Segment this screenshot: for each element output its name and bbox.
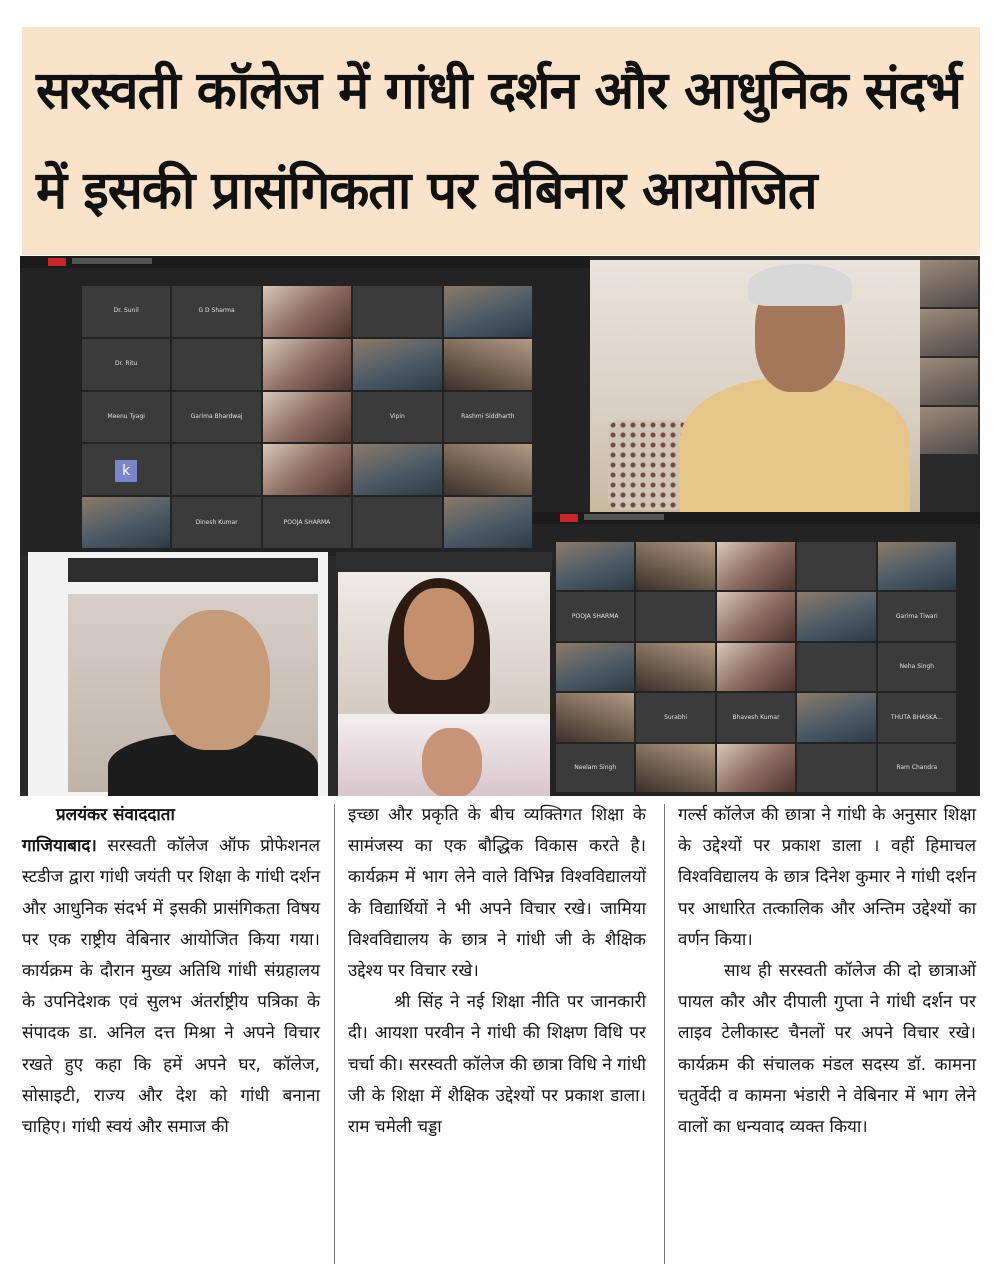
participant-tile <box>636 744 714 792</box>
participant-tile <box>353 339 441 390</box>
participant-tile <box>717 643 795 691</box>
participant-tile <box>556 592 634 640</box>
window-title-bar <box>532 512 980 524</box>
column-1 <box>22 800 320 1143</box>
participant-tile <box>878 744 956 792</box>
participant-name: G D Sharma <box>198 307 235 315</box>
column-3-paragraph-2: साथ ही सरस्वती कॉलेज की दो छात्राओं पायल कौर और दीपाली गुप्ता ने गांधी दर्शन पर लाइव टेलीकास्ट चैनलों पर अपने विचार रखे। कार्यक्रम की संचालक मंडल सदस्य डॉ. कामना चतुर्वेदी व कामना भंडारी ने वेबिनार में भाग लेने वालों का धन्यवाद व्यक्त किया। <box>678 961 976 1138</box>
participant-name: POOJA SHARMA <box>571 612 619 620</box>
participant-tile <box>82 444 170 495</box>
gallery-screenshot-2 <box>532 512 980 796</box>
participant-tile <box>797 542 875 590</box>
participant-tile <box>556 643 634 691</box>
speaker-face <box>160 610 270 750</box>
column-1-text <box>22 831 320 1143</box>
column-3 <box>678 800 976 1143</box>
participant-tile <box>444 392 532 443</box>
participant-tile <box>263 497 351 548</box>
participant-tile <box>353 392 441 443</box>
participant-tile <box>878 592 956 640</box>
participant-tile <box>717 693 795 741</box>
headline-box <box>22 27 980 255</box>
participant-tile <box>797 693 875 741</box>
participant-tile <box>717 744 795 792</box>
webinar-photo-collage <box>20 256 980 796</box>
column-divider-2 <box>664 804 665 1264</box>
headline <box>22 27 980 241</box>
participant-tile <box>353 444 441 495</box>
cushion <box>608 420 688 510</box>
participant-name: POOJA SHARMA <box>283 518 331 526</box>
participant-tile <box>263 392 351 443</box>
participant-tile <box>797 744 875 792</box>
column-3-paragraph-1: गर्ल्स कॉलेज की छात्रा ने गांधी के अनुसार शिक्षा के उद्देश्यों पर प्रकाश डाला । वहीं हिमाचल विश्वविद्यालय के छात्र दिनेश कुमार ने गांधी दर्शन पर आधारित तत्कालिक और अन्तिम उद्देश्यों का वर्णन किया। <box>678 805 976 950</box>
participant-tile <box>717 592 795 640</box>
participant-name: Dinesh Kumar <box>195 518 238 526</box>
column-2-paragraph-1: इच्छा और प्रकृति के बीच व्यक्तिगत शिक्षा के सामंजस्य का एक बौद्धिक विकास करते है। कार्यक्रम में भाग लेने वाले विभिन्न विश्वविद्यालयों के विद्यार्थियों ने भी अपने विचार रखे। जामिया विश्वविद्यालय के छात्र ने गांधी जी के शैक्षिक उद्देश्य पर विचार रखे। <box>348 805 646 982</box>
participant-tile <box>636 542 714 590</box>
byline: प्रलयंकर संवाददाता <box>56 805 175 825</box>
participant-tile <box>444 497 532 548</box>
speaker-hair <box>748 264 852 306</box>
side-participant-strip <box>920 260 978 454</box>
participant-tile <box>444 286 532 337</box>
participant-tile <box>444 444 532 495</box>
participant-tile <box>172 444 260 495</box>
article-body <box>0 800 1002 1280</box>
headline-line-1: सरस्वती कॉलेज में गांधी दर्शन और आधुनिक संदर्भ <box>36 61 961 121</box>
participant-name: Ram Chandra <box>896 763 938 771</box>
participant-tile <box>82 497 170 548</box>
participant-tile <box>263 444 351 495</box>
participant-tile <box>82 286 170 337</box>
participant-tile <box>878 693 956 741</box>
participant-tile <box>172 286 260 337</box>
participant-tile <box>636 693 714 741</box>
participant-tile <box>556 693 634 741</box>
column-divider-1 <box>334 804 335 1264</box>
speaker-shirt <box>680 378 910 518</box>
participant-tile <box>636 592 714 640</box>
participant-tile <box>172 497 260 548</box>
participant-tile <box>82 339 170 390</box>
headline-line-2: में इसकी प्रासंगिकता पर वेबिनार आयोजित <box>36 161 817 221</box>
participant-name: Surabhi <box>664 713 688 721</box>
participant-tile <box>172 339 260 390</box>
participant-name: Meenu Tyagi <box>107 412 145 420</box>
main-speaker-video <box>590 260 920 512</box>
participant-tile <box>172 392 260 443</box>
participant-tile <box>636 643 714 691</box>
participant-name: Garima Tiwari <box>895 612 938 620</box>
participant-tile <box>717 542 795 590</box>
participant-tile <box>444 339 532 390</box>
speaker-face <box>404 588 474 680</box>
thumbnail-strip <box>68 558 318 582</box>
participant-tile <box>797 643 875 691</box>
participant-name: Neha Singh <box>899 663 935 671</box>
female-student-video <box>338 714 550 796</box>
participant-name: Vipin <box>389 412 405 420</box>
column-1-body: सरस्वती कॉलेज ऑफ प्रोफेशनल स्टडीज द्वारा गांधी जयंती पर शिक्षा के गांधी दर्शन और आधुनिक संदर्भ में इसकी प्रासंगिकता विषय पर एक राष्ट्रीय वेबिनार आयोजित किया गया। कार्यक्रम के दौरान मुख्य अतिथि गांधी संग्रहालय के उपनिदेशक एवं सुलभ अंतर्राष्ट्रीय पत्रिका के संपादक डा. अनिल दत्त मिश्रा ने अपने विचार रखते हुए कहा कि हमें अपने घर, कॉलेज, सोसाइटी, राज्य और देश को गांधी बनाना चाहिए। गांधी स्वयं और समाज की <box>22 836 320 1138</box>
female-speaker-video <box>338 572 550 714</box>
participant-name: Bhavesh Kumar <box>732 713 780 721</box>
male-speaker-video <box>68 594 318 792</box>
participant-name: Rashmi Siddharth <box>461 412 515 420</box>
gallery-screenshot-1 <box>20 256 590 556</box>
participant-tile <box>353 286 441 337</box>
participant-tile <box>353 497 441 548</box>
participant-tile <box>878 643 956 691</box>
column-2 <box>348 800 646 1143</box>
participant-grid-2 <box>556 542 956 792</box>
participant-tile <box>263 286 351 337</box>
participant-name: THUTA BHASKA... <box>890 713 943 721</box>
participant-tile <box>797 592 875 640</box>
participant-tile <box>556 542 634 590</box>
participant-tile <box>82 392 170 443</box>
participant-name: Dr. Sunil <box>113 307 139 315</box>
column-2-paragraph-2: श्री सिंह ने नई शिक्षा नीति पर जानकारी दी। आयशा परवीन ने गांधी की शिक्षण विधि पर चर्चा की। सरस्वती कॉलेज की छात्रा विधि ने गांधी जी के शिक्षा में शैक्षिक उद्देश्यों पर प्रकाश डाला। राम चमेली चड्डा <box>348 992 646 1138</box>
speaker-face <box>422 728 482 796</box>
participant-tile <box>263 339 351 390</box>
participant-name: Garima Bhardwaj <box>190 412 243 420</box>
dateline-place: गाजियाबाद। <box>22 836 97 857</box>
participant-grid-1 <box>82 286 532 548</box>
participant-tile <box>878 542 956 590</box>
window-title-bar <box>20 256 590 268</box>
participant-name: Neelam Singh <box>574 763 617 771</box>
participant-tile <box>556 744 634 792</box>
participant-name: Dr. Ritu <box>115 360 138 368</box>
